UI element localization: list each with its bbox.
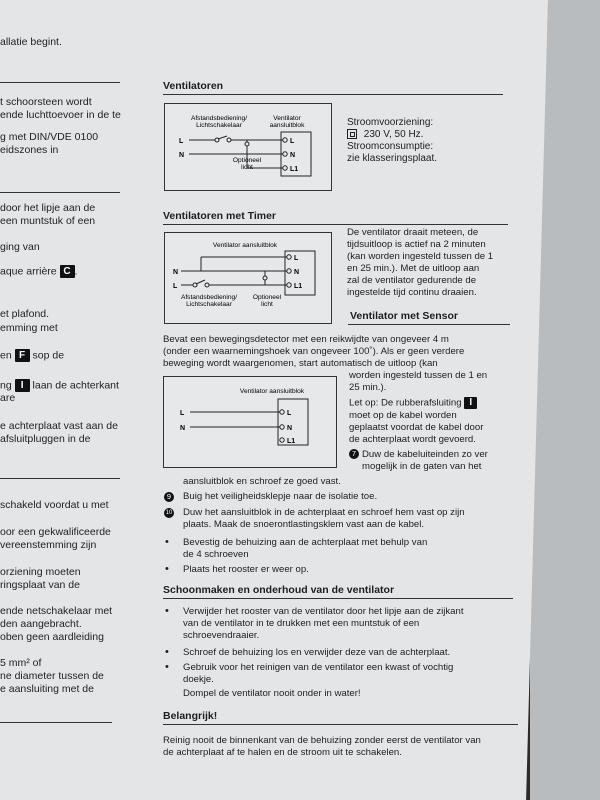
double-insulated-icon xyxy=(347,129,357,139)
switch-contact xyxy=(227,138,231,142)
text-line: eidszones in xyxy=(0,144,59,156)
text-line xyxy=(0,379,119,392)
text-line: de achterplaat wordt gevoerd. xyxy=(349,434,476,445)
text-line: allatie begint. xyxy=(0,36,62,48)
diagram-label: L xyxy=(294,255,299,262)
diagram-label: Lichtschakelaar xyxy=(186,301,232,308)
text-fragment: aque arrière xyxy=(0,265,57,278)
divider xyxy=(0,192,120,193)
diagram-label: aansluitblok xyxy=(269,122,305,129)
text-line: ne diameter tussen de xyxy=(0,670,104,682)
diagram-label: L xyxy=(290,138,295,145)
text-line: Plaats het rooster er weer op. xyxy=(183,564,309,575)
diagram-label: L xyxy=(180,410,185,417)
diagram-label: Optioneel xyxy=(252,294,282,301)
text-line: aque arrière C . xyxy=(0,265,78,278)
text-fragment: Duw de kabeluiteinden zo ver xyxy=(362,449,488,460)
text-line: Bevestig de behuizing aan de achterplaat met behulp van xyxy=(183,537,428,548)
text-line: plaats. Maak de snoerontlastingsklem vast aan de kabel. xyxy=(183,519,425,530)
text-line: schroevendraaier. xyxy=(183,630,260,641)
badge-f: F xyxy=(15,349,30,362)
text-line: oor een gekwalificeerde xyxy=(0,526,111,538)
text-line: afsluitpluggen in de xyxy=(0,433,91,445)
wiring-diagram-basic xyxy=(164,103,332,191)
terminal-point xyxy=(287,255,291,259)
diagram-label: Afstandsbediening/ xyxy=(180,294,238,301)
consumption-value: zie klasseringsplaat. xyxy=(347,153,438,164)
text-line: (kan worden ingesteld tussen de 1 xyxy=(347,251,494,262)
text-line xyxy=(349,397,477,410)
text-line: de 4 schroeven xyxy=(183,549,249,560)
badge-c: C xyxy=(60,265,75,278)
bullet-icon: • xyxy=(165,646,169,658)
text-line: are xyxy=(0,392,16,404)
text-line: orziening moeten xyxy=(0,566,81,578)
text-line: beweging wordt waargenomen, start automatisch de uitloop (kan xyxy=(163,358,438,369)
text-line: g met DIN/VDE 0100 xyxy=(0,131,99,143)
text-fragment: en xyxy=(0,349,12,362)
text-line: Verwijder het rooster van de ventilator door het lipje aan de zijkant xyxy=(183,606,464,617)
light-contact xyxy=(263,276,267,280)
section-heading-maintenance: Schoonmaken en onderhoud van de ventilator xyxy=(163,584,395,596)
divider xyxy=(163,94,503,95)
text-line: e aansluiting met de xyxy=(0,683,94,695)
diagram-label: L xyxy=(173,283,178,290)
text-line: de achterplaat af te halen en de stroom uit te schakelen. xyxy=(163,747,402,758)
text-line: aansluitblok en schroef ze goed vast. xyxy=(183,476,341,487)
light-contact xyxy=(245,142,249,146)
diagram-label: licht xyxy=(241,164,253,171)
step-number: 9 xyxy=(164,492,174,502)
text-line: en 25 min.). Met de uitloop aan xyxy=(347,263,480,274)
diagram-label: L1 xyxy=(287,438,296,445)
switch-contact xyxy=(205,283,209,287)
diagram-label: N xyxy=(180,425,186,432)
divider xyxy=(163,724,518,725)
text-line: De ventilator draait meteen, de xyxy=(347,227,479,238)
wiring-diagram-sensor xyxy=(163,376,337,468)
text-line: Bevat een bewegingsdetector met een reikwijdte van ongeveer 4 m xyxy=(163,334,449,345)
diagram-label: N xyxy=(287,425,293,432)
text-line: et plafond. xyxy=(0,308,50,320)
badge-i: I xyxy=(15,379,30,392)
diagram-label: L xyxy=(179,138,184,145)
text-line: Buig het veiligheidsklepje naar de isolatie toe. xyxy=(183,491,378,502)
terminal-point xyxy=(283,166,287,170)
wiring-diagram-svg xyxy=(165,104,331,190)
text-line: doekje. xyxy=(183,674,214,685)
text-line: 5 mm² of xyxy=(0,657,42,669)
text-line: Schroef de behuizing los en verwijder deze van de achterplaat. xyxy=(183,647,451,658)
text-line xyxy=(349,449,488,461)
terminal-point xyxy=(287,283,291,287)
text-line: schakeld voordat u met xyxy=(0,499,109,511)
consumption-label: Stroomconsumptie: xyxy=(347,141,434,152)
diagram-label: Afstandsbediening/ xyxy=(190,115,248,122)
step-number: 7 xyxy=(349,449,359,459)
switch-lever xyxy=(196,280,205,284)
divider xyxy=(348,324,510,325)
text-line: emming met xyxy=(0,322,58,334)
text-line: worden ingesteld tussen de 1 en xyxy=(349,370,488,381)
text-line: Duw het aansluitblok in de achterplaat en schroef hem vast op zijn xyxy=(183,507,465,518)
text-fragment: laan de achterkant xyxy=(32,379,119,392)
text-line: t schoorsteen wordt xyxy=(0,96,92,108)
text-line: zal de ventilator gedurende de xyxy=(347,275,477,286)
text-line: ging van xyxy=(0,241,40,253)
text-line: oben geen aardleiding xyxy=(0,631,104,643)
terminal-point xyxy=(283,152,287,156)
diagram-label: Ventilator xyxy=(273,115,301,122)
text-line: Gebruik voor het reinigen van de ventilator een kwast of vochtig xyxy=(183,662,454,673)
divider xyxy=(0,722,112,723)
text-line xyxy=(0,349,64,362)
text-line: den aangebracht. xyxy=(0,618,82,630)
text-line: ringsplaat van de xyxy=(0,579,80,591)
diagram-label: N xyxy=(290,152,296,159)
bullet-icon: • xyxy=(165,661,169,673)
section-heading-ventilatoren: Ventilatoren xyxy=(163,80,224,92)
diagram-label: N xyxy=(179,152,185,159)
diagram-label: L1 xyxy=(294,283,303,290)
text-line: van de ventilator in te drukken met een muntstuk of een xyxy=(183,618,420,629)
wiring-diagram-svg xyxy=(164,377,336,467)
text-line: ende luchttoevoer in de te xyxy=(0,109,121,121)
text-line: vereenstemming zijn xyxy=(0,539,97,551)
text-line: e achterplaat vast aan de xyxy=(0,420,118,432)
text-line: tijdsuitloop is actief na 2 minuten xyxy=(347,239,486,250)
switch-lever xyxy=(218,136,227,139)
text-fragment: Let op: De rubberafsluiting xyxy=(349,397,462,409)
diagram-label: licht xyxy=(261,301,273,308)
section-heading-important: Belangrijk! xyxy=(163,710,218,722)
terminal-point xyxy=(280,425,284,429)
terminal-point xyxy=(283,138,287,142)
diagram-label: N xyxy=(294,269,300,276)
power-line xyxy=(347,129,423,141)
divider xyxy=(163,224,508,225)
wiring-diagram-svg xyxy=(165,233,331,323)
terminal-point xyxy=(287,269,291,273)
diagram-label: L xyxy=(287,410,292,417)
bullet-icon: • xyxy=(165,605,169,617)
text-line: Dompel de ventilator nooit onder in water! xyxy=(183,688,361,699)
section-heading-timer: Ventilatoren met Timer xyxy=(163,210,277,222)
diagram-label: L1 xyxy=(290,166,299,173)
power-value: 230 V, 50 Hz. xyxy=(363,129,424,140)
diagram-label: Ventilator aansluitblok xyxy=(239,388,305,395)
text-line: mogelijk in de gaten van het xyxy=(362,461,482,472)
divider xyxy=(163,598,513,599)
section-heading-sensor: Ventilator met Sensor xyxy=(350,310,458,322)
divider xyxy=(0,82,120,83)
terminal-point xyxy=(280,438,284,442)
step-number: 10 xyxy=(165,510,173,516)
text-fragment: ng xyxy=(0,379,12,392)
text-line: 25 min.). xyxy=(349,382,387,393)
text-line: een muntstuk of een xyxy=(0,215,96,227)
diagram-label: Ventilator aansluitblok xyxy=(212,242,278,249)
bullet-icon: • xyxy=(165,563,169,575)
text-line: moet op de kabel worden xyxy=(349,410,457,421)
diagram-label: N xyxy=(173,269,179,276)
divider xyxy=(0,478,120,479)
diagram-label: Lichtschakelaar xyxy=(196,122,242,129)
text-line: door het lipje aan de xyxy=(0,202,96,214)
text-line: ingestelde tijd continu draaien. xyxy=(347,287,477,298)
text-line: (onder een waarnemingshoek van ongeveer 100˚). Als er geen verdere xyxy=(163,346,465,357)
terminal-point xyxy=(280,410,284,414)
bullet-icon: • xyxy=(165,536,169,548)
text-line: Reinig nooit de binnenkant van de behuizing zonder eerst de ventilator van xyxy=(163,735,481,746)
text-line: ende netschakelaar met xyxy=(0,605,113,617)
text-line: geplaatst voordat de kabel door xyxy=(349,422,484,433)
diagram-label: Optioneel xyxy=(232,157,262,164)
badge-i: I xyxy=(464,397,477,409)
text-fragment: sop de xyxy=(32,349,65,362)
power-label: Stroomvoorziening: xyxy=(347,117,434,128)
wiring-diagram-timer xyxy=(164,232,332,324)
